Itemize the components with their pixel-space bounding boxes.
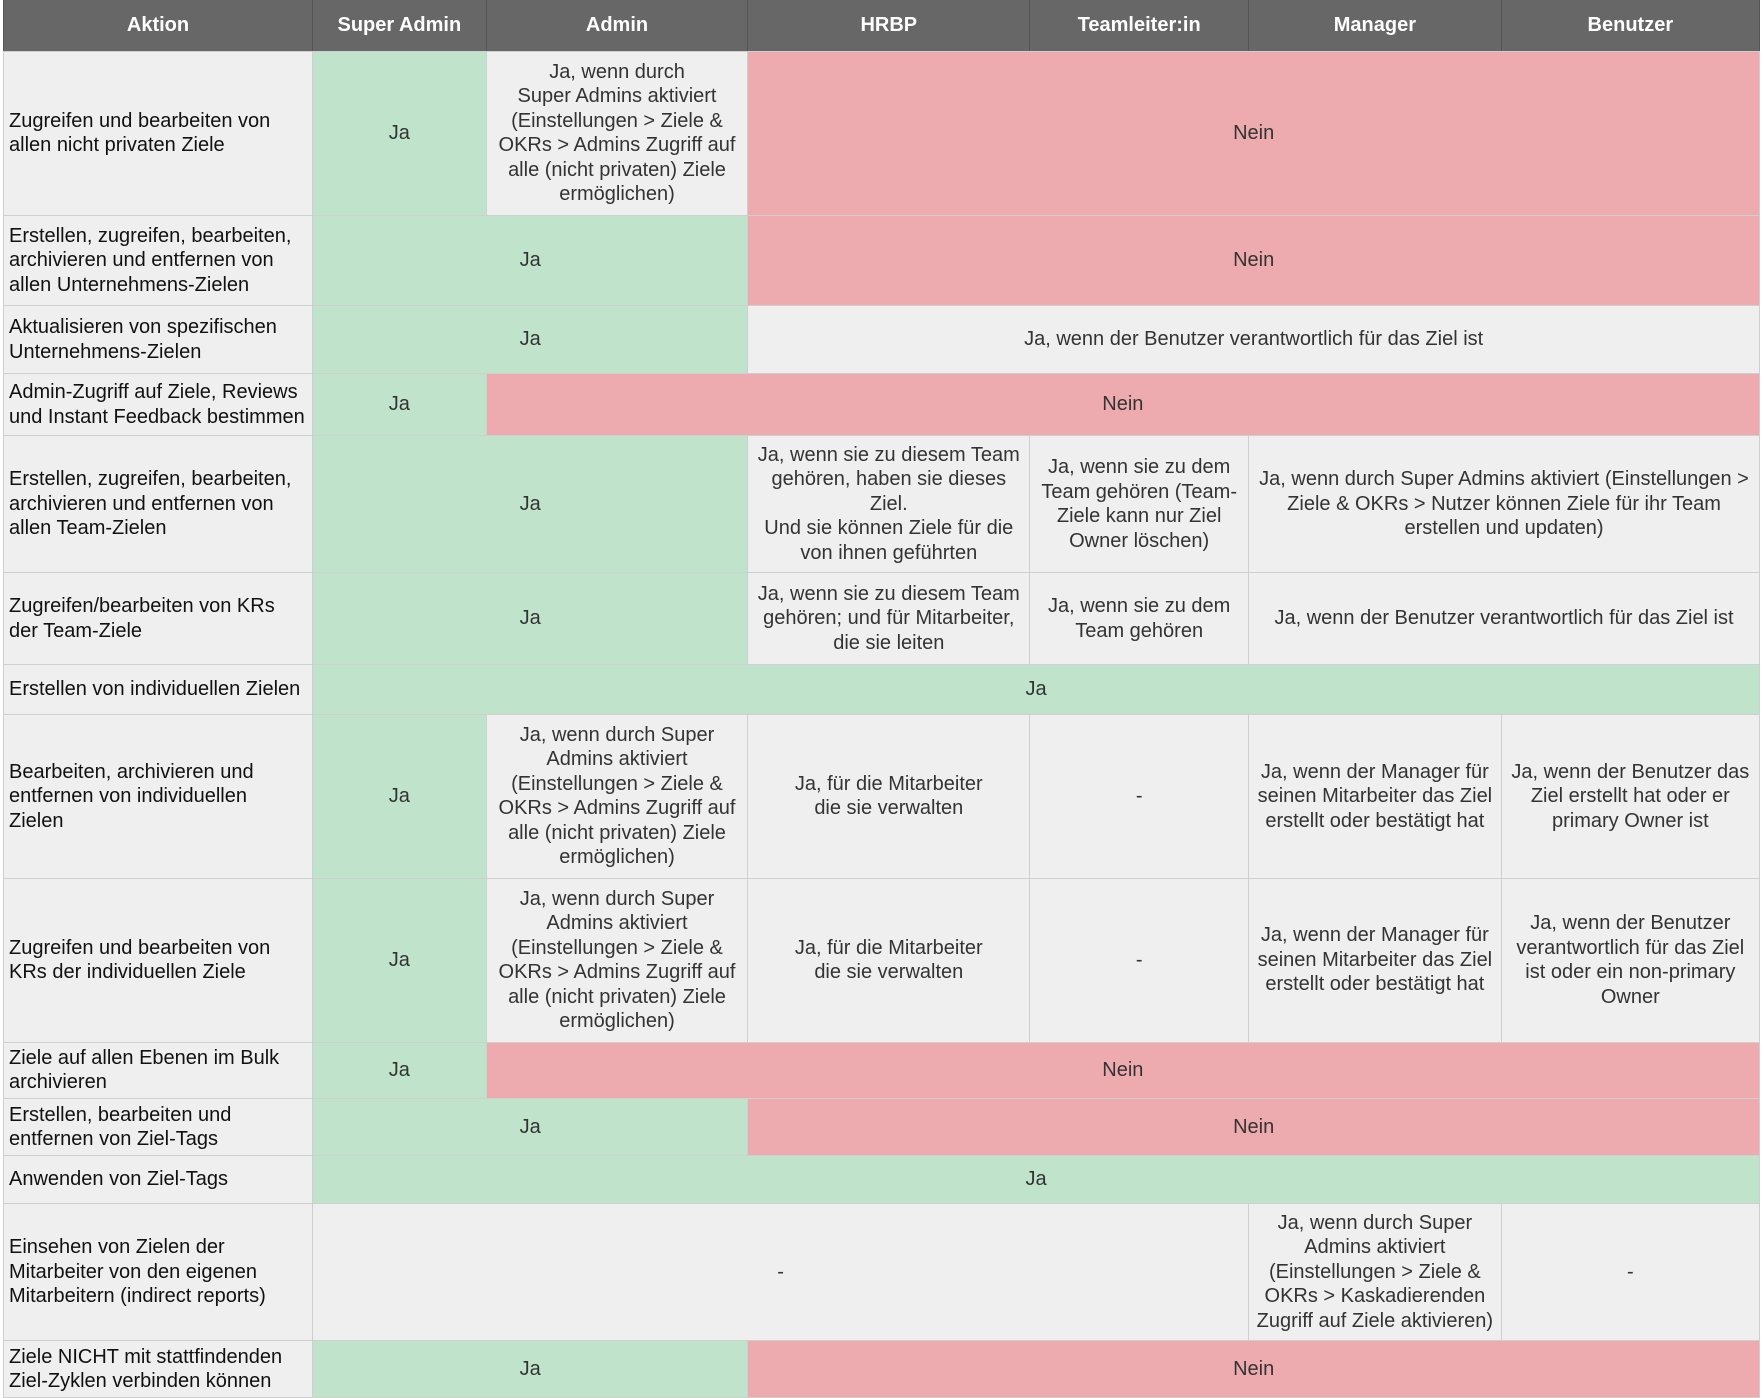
permission-cell: Ja, wenn durch Super Admins aktiviert (Einstellungen > Ziele & OKRs > Kaskadierenden Zugriff auf Ziele aktivieren) (1249, 1204, 1502, 1341)
header-row (4, 0, 1760, 52)
permission-cell: - (1501, 1204, 1759, 1341)
permission-cell: Nein (486, 374, 1759, 436)
action-cell: Admin-Zugriff auf Ziele, Reviews und Instant Feedback bestimmen (4, 374, 313, 436)
permission-cell: - (313, 1204, 1249, 1341)
action-cell: Erstellen, zugreifen, bearbeiten, archivieren und entfernen von allen Team-Zielen (4, 436, 313, 573)
permission-cell: Ja (313, 878, 487, 1042)
table-row (4, 1341, 1760, 1398)
column-header-admin: Admin (486, 0, 748, 52)
permission-cell: Nein (748, 52, 1760, 216)
permission-cell: Ja, wenn der Benutzer verantwortlich für das Ziel ist (1249, 573, 1760, 665)
table-row (4, 573, 1760, 665)
permission-cell: Ja, wenn der Manager für seinen Mitarbeiter das Ziel erstellt oder bestätigt hat (1249, 715, 1502, 879)
action-cell: Zugreifen/bearbeiten von KRs der Team-Ziele (4, 573, 313, 665)
table-row (4, 715, 1760, 879)
permission-cell: Ja, wenn durch Super Admins aktiviert (Einstellungen > Ziele & OKRs > Admins Zugriff auf alle (nicht privaten) Ziele ermöglichen) (486, 52, 748, 216)
permission-cell: Ja, wenn durch Super Admins aktiviert (Einstellungen > Ziele & OKRs > Admins Zugriff auf alle (nicht privaten) Ziele ermöglichen) (486, 715, 748, 879)
permission-cell: Ja, wenn der Benutzer verantwortlich für das Ziel ist (748, 306, 1760, 374)
permission-cell: Ja, wenn der Benutzer das Ziel erstellt hat oder er primary Owner ist (1501, 715, 1759, 879)
permission-cell: Nein (748, 1341, 1760, 1398)
permission-cell: Ja, wenn sie zu diesem Team gehören; und für Mitarbeiter, die sie leiten (748, 573, 1030, 665)
action-cell: Zugreifen und bearbeiten von allen nicht privaten Ziele (4, 52, 313, 216)
column-header-hrbp: HRBP (748, 0, 1030, 52)
action-cell: Erstellen von individuellen Zielen (4, 664, 313, 714)
action-cell: Aktualisieren von spezifischen Unternehmens-Zielen (4, 306, 313, 374)
permission-cell: Ja (313, 215, 748, 306)
permission-cell: Ja (313, 1156, 1760, 1204)
action-cell: Erstellen, bearbeiten und entfernen von Ziel-Tags (4, 1099, 313, 1156)
table-row (4, 878, 1760, 1042)
permission-cell: Nein (748, 1099, 1760, 1156)
permission-cell: Ja, wenn durch Super Admins aktiviert (Einstellungen > Ziele & OKRs > Nutzer können Ziele für ihr Team erstellen und updaten) (1249, 436, 1760, 573)
column-header-benutzer: Benutzer (1501, 0, 1759, 52)
permission-cell: Ja, wenn der Manager für seinen Mitarbeiter das Ziel erstellt oder bestätigt hat (1249, 878, 1502, 1042)
permission-cell: Ja, wenn der Benutzer verantwortlich für das Ziel ist oder ein non-primary Owner (1501, 878, 1759, 1042)
table-row (4, 436, 1760, 573)
action-cell: Anwenden von Ziel-Tags (4, 1156, 313, 1204)
permissions-table (3, 0, 1760, 1398)
permission-cell: Ja (313, 1341, 748, 1398)
column-header-super-admin: Super Admin (313, 0, 487, 52)
action-cell: Einsehen von Zielen der Mitarbeiter von den eigenen Mitarbeitern (indirect reports) (4, 1204, 313, 1341)
table-row (4, 1156, 1760, 1204)
permission-cell: - (1030, 715, 1249, 879)
permission-cell: Ja, wenn sie zu diesem Team gehören, haben sie dieses Ziel. Und sie können Ziele für die von ihnen geführten (748, 436, 1030, 573)
table-row (4, 374, 1760, 436)
permission-cell: Nein (486, 1042, 1759, 1099)
permission-cell: Ja (313, 306, 748, 374)
table-row (4, 215, 1760, 306)
action-cell: Bearbeiten, archivieren und entfernen von individuellen Zielen (4, 715, 313, 879)
permission-cell: Ja (313, 664, 1760, 714)
permission-cell: Ja (313, 436, 748, 573)
permission-cell: Ja (313, 1099, 748, 1156)
action-cell: Ziele auf allen Ebenen im Bulk archivieren (4, 1042, 313, 1099)
permission-cell: Ja (313, 52, 487, 216)
column-header-manager: Manager (1249, 0, 1502, 52)
permission-cell: Ja (313, 573, 748, 665)
permission-cell: Ja, wenn sie zu dem Team gehören (1030, 573, 1249, 665)
action-cell: Zugreifen und bearbeiten von KRs der individuellen Ziele (4, 878, 313, 1042)
column-header-teamleiter: Teamleiter:in (1030, 0, 1249, 52)
table-row (4, 1042, 1760, 1099)
column-header-aktion: Aktion (4, 0, 313, 52)
table-row (4, 1204, 1760, 1341)
table-row (4, 52, 1760, 216)
permission-cell: Ja, für die Mitarbeiter die sie verwalten (748, 878, 1030, 1042)
permission-cell: Ja, wenn durch Super Admins aktiviert (Einstellungen > Ziele & OKRs > Admins Zugriff auf alle (nicht privaten) Ziele ermöglichen) (486, 878, 748, 1042)
table-row (4, 306, 1760, 374)
action-cell: Erstellen, zugreifen, bearbeiten, archivieren und entfernen von allen Unternehmens-Zielen (4, 215, 313, 306)
permission-cell: Ja, für die Mitarbeiter die sie verwalten (748, 715, 1030, 879)
permission-cell: Ja (313, 1042, 487, 1099)
permission-cell: - (1030, 878, 1249, 1042)
table-row (4, 1099, 1760, 1156)
permission-cell: Ja, wenn sie zu dem Team gehören (Team-Ziele kann nur Ziel Owner löschen) (1030, 436, 1249, 573)
action-cell: Ziele NICHT mit stattfindenden Ziel-Zyklen verbinden können (4, 1341, 313, 1398)
table-row (4, 664, 1760, 714)
permission-cell: Nein (748, 215, 1760, 306)
permission-cell: Ja (313, 715, 487, 879)
permission-cell: Ja (313, 374, 487, 436)
